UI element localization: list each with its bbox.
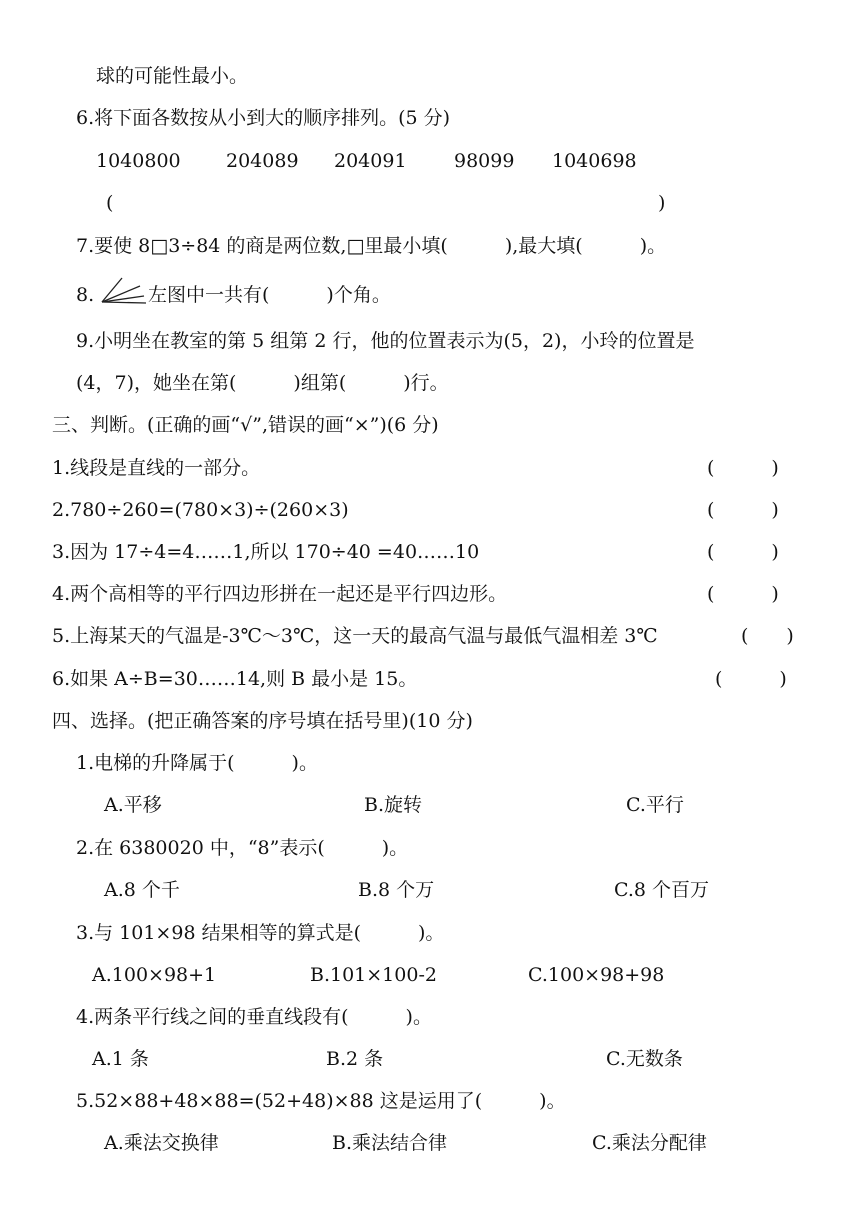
q6-close-paren: ) [658,192,666,214]
q6-open-paren: ( [106,192,114,214]
choice-question: 3.与 101×98 结果相等的算式是( )。 [76,922,445,944]
choice-option[interactable]: A.乘法交换律 [104,1132,219,1154]
section4-title: 四、选择。(把正确答案的序号填在括号里)(10 分) [52,710,473,732]
judge-answer-paren[interactable]: ( ) [707,583,779,605]
q6-number: 204089 [226,150,299,172]
judge-answer-paren[interactable]: ( ) [715,668,787,690]
choice-question: 1.电梯的升降属于( )。 [76,752,318,774]
choice-question: 5.52×88+48×88=(52+48)×88 这是运用了( )。 [76,1090,566,1112]
choice-option[interactable]: B.8 个万 [358,879,435,901]
q6-number: 1040698 [552,150,637,172]
judge-answer-paren[interactable]: ( ) [707,499,779,521]
judge-item-text: 5.上海某天的气温是-3℃～3℃，这一天的最高气温与最低气温相差 3℃ [52,625,658,647]
q6-number: 98099 [454,150,515,172]
choice-option[interactable]: C.100×98+98 [528,964,665,986]
choice-option[interactable]: C.平行 [626,794,684,816]
choice-option[interactable]: B.乘法结合律 [332,1132,448,1154]
angle-figure [100,276,148,306]
q8-text: 左图中一共有( )个角。 [148,284,391,306]
q6-text: 6.将下面各数按从小到大的顺序排列。(5 分) [76,107,451,129]
judge-item-text: 4.两个高相等的平行四边形拼在一起还是平行四边形。 [52,583,508,605]
q6-number: 204091 [334,150,407,172]
judge-answer-paren[interactable]: ( ) [707,541,779,563]
q7-text: 7.要使 8□3÷84 的商是两位数,□里最小填( ),最大填( )。 [76,235,667,257]
judge-item-text: 2.780÷260=(780×3)÷(260×3) [52,499,349,521]
choice-option[interactable]: A.1 条 [92,1048,149,1070]
q8-prefix: 8. [76,284,95,306]
choice-option[interactable]: B.2 条 [326,1048,384,1070]
choice-option[interactable]: B.101×100-2 [310,964,437,986]
choice-option[interactable]: A.平移 [104,794,162,816]
choice-option[interactable]: A.8 个千 [104,879,180,901]
q9-line1: 9.小明坐在教室的第 5 组第 2 行，他的位置表示为(5，2)，小玲的位置是 [76,330,695,352]
choice-option[interactable]: C.8 个百万 [614,879,710,901]
q6-number: 1040800 [96,150,181,172]
choice-option[interactable]: C.无数条 [606,1048,683,1070]
judge-item-text: 3.因为 17÷4=4……1,所以 170÷40 =40……10 [52,541,480,563]
choice-question: 4.两条平行线之间的垂直线段有( )。 [76,1006,432,1028]
choice-option[interactable]: A.100×98+1 [92,964,217,986]
choice-option[interactable]: C.乘法分配律 [592,1132,707,1154]
q5-tail: 球的可能性最小。 [96,65,249,87]
choice-question: 2.在 6380020 中，“8”表示( )。 [76,837,409,859]
q9-line2: (4，7)，她坐在第( )组第( )行。 [76,372,449,394]
choice-option[interactable]: B.旋转 [364,794,423,816]
judge-answer-paren[interactable]: ( ) [707,457,779,479]
judge-item-text: 6.如果 A÷B=30……14,则 B 最小是 15。 [52,668,418,690]
section3-title: 三、判断。(正确的画“√”,错误的画“×”)(6 分) [52,414,439,436]
judge-answer-paren[interactable]: ( ) [741,625,794,647]
judge-item-text: 1.线段是直线的一部分。 [52,457,261,479]
